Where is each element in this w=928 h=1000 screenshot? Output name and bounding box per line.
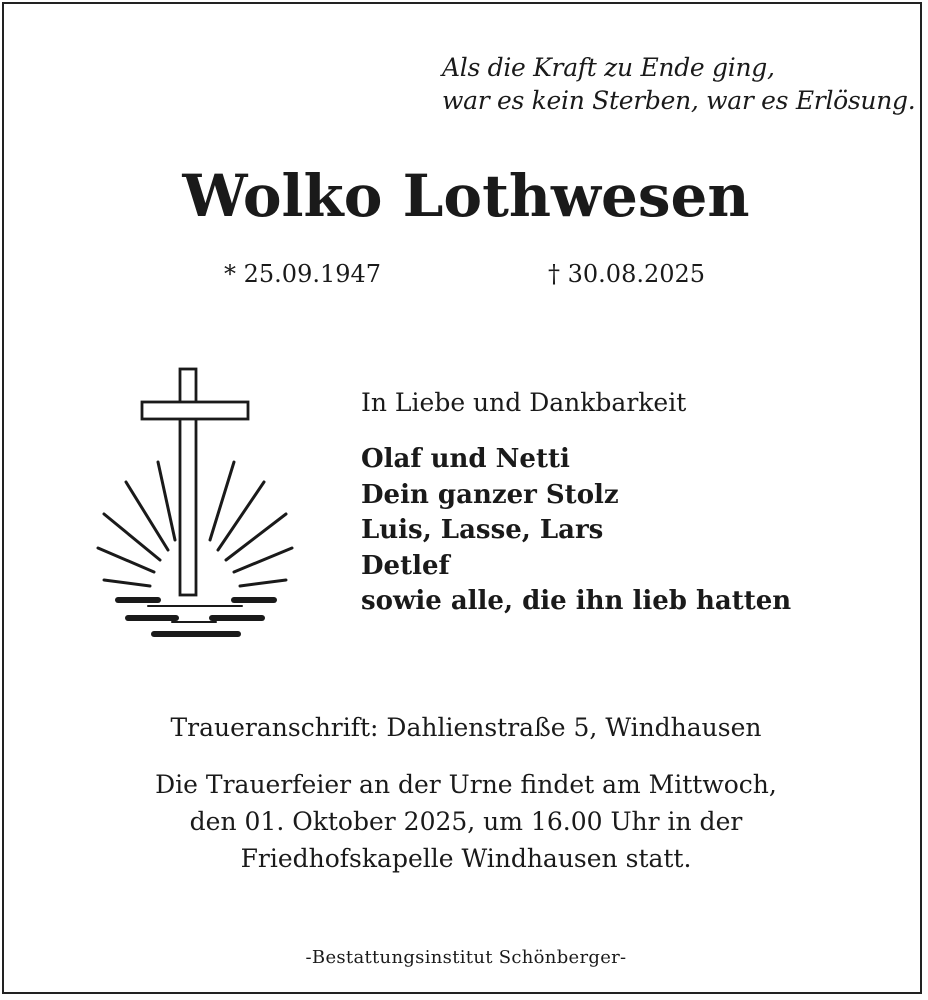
service-line: Friedhofskapelle Windhausen statt. — [240, 844, 692, 873]
death-date: † 30.08.2025 — [548, 260, 706, 288]
mourning-address: Traueranschrift: Dahlienstraße 5, Windhausen — [170, 713, 762, 742]
cross-sunrise-icon — [92, 364, 302, 648]
quote — [442, 51, 915, 117]
quote-line: war es kein Sterben, war es Erlösung. — [442, 86, 916, 115]
mourner-line: Detlef — [361, 550, 450, 581]
service-line: Die Trauerfeier an der Urne findet am Mittwoch, — [155, 770, 777, 799]
mourner-line: Luis, Lasse, Lars — [361, 515, 604, 545]
service-line: den 01. Oktober 2025, um 16.00 Uhr in der — [189, 807, 743, 836]
mourner-line: Olaf und Netti — [361, 444, 570, 474]
mourner-line: Dein ganzer Stolz — [361, 479, 619, 510]
intro-text: In Liebe und Dankbarkeit — [361, 388, 687, 417]
undertaker-name: -Bestattungsinstitut Schönberger- — [305, 947, 627, 968]
quote-line: Als die Kraft zu Ende ging, — [442, 53, 775, 82]
obituary-frame — [2, 2, 922, 994]
birth-date: * 25.09.1947 — [224, 260, 382, 288]
mourners-block — [361, 384, 791, 620]
mourners-list — [361, 442, 791, 620]
mourner-line: sowie alle, die ihn lieb hatten — [361, 586, 792, 616]
service-details — [4, 766, 928, 877]
deceased-name: Wolko Lothwesen — [182, 162, 750, 230]
